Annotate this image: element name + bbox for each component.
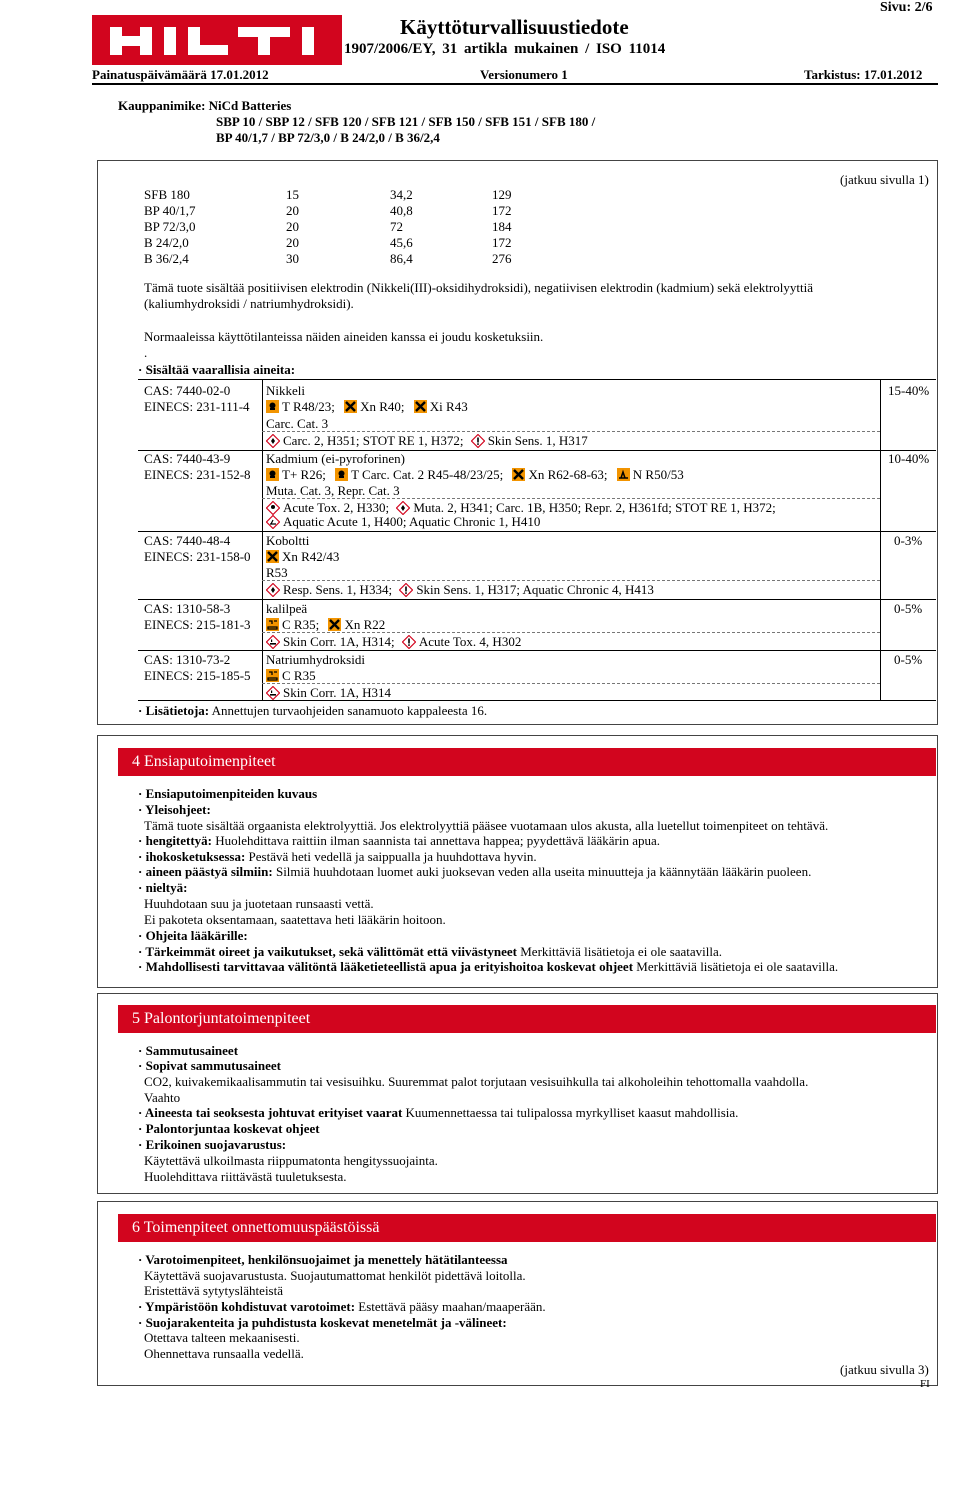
section4-line: · Yleisohjeet: [138, 802, 211, 817]
section5-line: Huolehdittava riittävästä tuuletuksesta. [144, 1169, 347, 1184]
special-hazards-label: · Aineesta tai seoksesta johtuvat erityiset vaarat [138, 1105, 403, 1120]
substance-name: Natriumhydroksidi [266, 652, 365, 667]
section5-line: Käytettävä ulkoilmasta riippumatonta hengityssuojainta. [144, 1153, 438, 1168]
intro-dot: . [144, 345, 148, 360]
einecs-number: EINECS: 215-185-5 [144, 668, 251, 683]
table-cell: 20 [286, 203, 299, 218]
einecs-number: EINECS: 231-111-4 [144, 399, 250, 414]
exclamation-icon [471, 434, 485, 448]
skin-contact-text: Pestävä heti vedellä ja saippualla ja huuhdottava hyvin. [245, 849, 537, 864]
print-date: Painatuspäivämäärä 17.01.2012 [92, 67, 269, 82]
table-cell: 172 [492, 203, 512, 218]
section6-header [118, 1214, 936, 1242]
medical-attention-text: Merkittäviä lisätietoja ei ole saatavilla. [633, 959, 839, 974]
concentration: 0-5% [894, 652, 923, 667]
table-cell: 20 [286, 219, 299, 234]
section6-line: Ohennettava runsaalla vedellä. [144, 1346, 304, 1361]
section4-line: · Ohjeita lääkärille: [138, 928, 248, 943]
table-cell: 20 [286, 235, 299, 250]
section5-line: · Sammutusaineet [138, 1043, 239, 1058]
trade-name-models-2: BP 40/1,7 / BP 72/3,0 / B 24/2,0 / B 36/2,4 [216, 130, 440, 145]
section4-line [138, 959, 838, 975]
env-precautions-text: Estettävä pääsy maahan/maaperään. [355, 1299, 546, 1314]
section6-line: · Varotoimenpiteet, henkilönsuojaimet ja menettely hätätilanteessa [138, 1252, 508, 1267]
h-phrases [266, 685, 391, 701]
table-cell: 129 [492, 187, 512, 202]
h-phrase: Resp. Sens. 1, H334; [283, 582, 393, 597]
document-subtitle: 1907/2006/EY, 31 artikla mukainen / ISO 11014 [344, 41, 666, 57]
einecs-number: EINECS: 231-158-0 [144, 549, 251, 564]
table-cell: 86,4 [390, 251, 413, 266]
table-cell: 184 [492, 219, 512, 234]
dashed-divider [262, 632, 880, 633]
health-hazard-icon [266, 583, 280, 597]
exclamation-icon [399, 583, 413, 597]
r-phrase: T R48/23; [282, 399, 335, 414]
section6-line: · Suojarakenteita ja puhdistusta koskevat menetelmät ja -välineet: [138, 1315, 507, 1330]
table-cell: 15 [286, 187, 299, 202]
r-phrase: R53 [266, 565, 288, 580]
skull-icon [266, 400, 279, 413]
section6-line: Otettava talteen mekaanisesti. [144, 1330, 300, 1345]
dashed-divider [262, 431, 880, 432]
table-cell: 34,2 [390, 187, 413, 202]
additional-info-text: Annettujen turvaohjeiden sanamuoto kappaleesta 16. [209, 703, 488, 718]
section4-line [138, 864, 811, 880]
h-phrase: Carc. 2, H351; STOT RE 1, H372; [283, 433, 464, 448]
cas-number: CAS: 7440-43-9 [144, 451, 231, 466]
cas-number: CAS: 7440-02-0 [144, 383, 231, 398]
table-row-label: B 36/2,4 [144, 251, 189, 266]
section4-line: · Ensiaputoimenpiteiden kuvaus [138, 786, 318, 801]
concentration: 0-5% [894, 601, 923, 616]
section4-line: · nieltyä: [138, 880, 188, 895]
table-rule [880, 379, 881, 700]
hilti-logo-mark [92, 15, 342, 65]
environment-hazard-icon [266, 515, 280, 529]
r-phrases [266, 617, 385, 633]
row-rule [138, 531, 936, 532]
section4-header [118, 748, 936, 776]
table-row-label: BP 72/3,0 [144, 219, 196, 234]
section5-line: · Sopivat sammutusaineet [138, 1058, 282, 1073]
medical-attention-label: · Mahdollisesti tarvittavaa välitöntä lääketieteellistä apua ja erityishoitoa koskevat ohjeet [138, 959, 634, 974]
table-cell: 72 [390, 219, 403, 234]
section4-line [138, 944, 722, 960]
trade-name: Kauppanimike: NiCd Batteries [118, 98, 292, 113]
revision-date: Tarkistus: 17.01.2012 [804, 67, 923, 82]
section4-title: 4 Ensiaputoimenpiteet [132, 753, 276, 770]
skull-icon [266, 468, 279, 481]
eye-contact-text: Silmiä huuhdotaan luomet auki juoksevan veden alla useita minuutteja ja käännytään lääkärin puoleen. [272, 864, 812, 879]
continued-from: (jatkuu sivulla 1) [840, 172, 929, 187]
concentration: 15-40% [888, 383, 930, 398]
irritant-cross-icon [414, 400, 427, 413]
harmful-cross-icon [512, 468, 525, 481]
dashed-divider [262, 683, 880, 684]
cas-number: CAS: 1310-73-2 [144, 652, 231, 667]
r-phrase: T Carc. Cat. 2 R45-48/23/25; [351, 467, 504, 482]
h-phrase: Skin Corr. 1A, H314; [283, 634, 395, 649]
substance-name: Kadmium (ei-pyroforinen) [266, 451, 405, 466]
r-phrases [266, 399, 468, 415]
exclamation-icon [402, 635, 416, 649]
cas-number: CAS: 1310-58-3 [144, 601, 231, 616]
table-row-label: BP 40/1,7 [144, 203, 196, 218]
h-phrases [266, 582, 654, 598]
classification: Muta. Cat. 3, Repr. Cat. 3 [266, 483, 400, 498]
section5-line [138, 1105, 738, 1121]
table-cell: 172 [492, 235, 512, 250]
section6-line [138, 1299, 546, 1315]
table-rule [262, 379, 263, 700]
h-phrase: Skin Sens. 1, H317 [487, 433, 588, 448]
concentration: 10-40% [888, 451, 930, 466]
r-phrase: C R35; [282, 617, 320, 632]
r-phrase: Xn R62-68-63; [528, 467, 608, 482]
header-rule [92, 83, 938, 85]
inhalation-text: Huolehdittava raittiin ilman saannista tai annettava happea; pyydettävä lääkärin apua. [212, 833, 660, 848]
substance-name: Koboltti [266, 533, 310, 548]
dashed-divider [262, 580, 880, 581]
section5-line: · Erikoinen suojavarustus: [138, 1137, 287, 1152]
health-hazard-icon [396, 501, 410, 515]
table-cell: 40,8 [390, 203, 413, 218]
classification: Carc. Cat. 3 [266, 416, 329, 431]
harmful-cross-icon [266, 550, 279, 563]
special-hazards-text: Kuumennettaessa tai tulipalossa myrkylliset kaasut mahdollisia. [402, 1105, 739, 1120]
h-phrases [266, 514, 540, 530]
substance-name: Nikkeli [266, 383, 305, 398]
substance-name: kalilpeä [266, 601, 308, 616]
table-cell: 45,6 [390, 235, 413, 250]
eye-contact-label: · aineen päästyä silmiin: [138, 864, 273, 879]
h-phrases [266, 433, 588, 449]
dashed-divider [262, 498, 880, 499]
health-hazard-icon [266, 434, 280, 448]
skull-crossbones-icon [266, 501, 280, 515]
corrosive-icon [266, 669, 279, 682]
r-phrases [266, 668, 316, 684]
row-rule [138, 450, 936, 451]
section6-title: 6 Toimenpiteet onnettomuuspäästöissä [132, 1219, 380, 1236]
intro-text: Normaaleissa käyttötilanteissa näiden aineiden kanssa ei joudu kosketuksiin. [144, 329, 544, 344]
einecs-number: EINECS: 231-152-8 [144, 467, 251, 482]
r-phrase: T+ R26; [282, 467, 326, 482]
r-phrase: Xn R22 [344, 617, 386, 632]
section5-line: CO2, kuivakemikaalisammutin tai vesisuihku. Suuremmat palot torjutaan vesisuihkulla tai alkoholeihin tehottomalla vaahdolla. [144, 1074, 809, 1089]
r-phrase: C R35 [282, 668, 316, 683]
row-rule [138, 599, 936, 600]
corrosion-icon [266, 635, 280, 649]
page-number: Sivu: 2/6 [880, 0, 933, 15]
r-phrases [266, 467, 684, 483]
intro-text: Tämä tuote sisältää positiivisen elektrodin (Nikkeli(III)-oksidihydroksidi), negatiivisen elektrodin (kadmium) sekä elektrolyyttiä [144, 280, 813, 295]
additional-info [138, 703, 487, 719]
section4-line [138, 849, 537, 865]
symptoms-label: · Tärkeimmät oireet ja vaikutukset, sekä välittömät että viivästyneet [138, 944, 517, 959]
einecs-number: EINECS: 215-181-3 [144, 617, 251, 632]
harmful-cross-icon [328, 618, 341, 631]
section4-line: Ei pakoteta oksentamaan, saatettava heti lääkärin hoitoon. [144, 912, 446, 927]
table-cell: 30 [286, 251, 299, 266]
section5-title: 5 Palontorjuntatoimenpiteet [132, 1010, 311, 1027]
harmful-cross-icon [344, 400, 357, 413]
h-phrase: Muta. 2, H341; Carc. 1B, H350; Repr. 2, H361fd; STOT RE 1, H372; [413, 500, 776, 515]
language-code: FI [920, 1378, 930, 1390]
table-rule [138, 700, 936, 701]
intro-text: (kaliumhydroksidi / natriumhydroksidi). [144, 296, 354, 311]
env-precautions-label: · Ympäristöön kohdistuvat varotoimet: [138, 1299, 356, 1314]
corrosion-icon [266, 686, 280, 700]
concentration: 0-3% [894, 533, 923, 548]
section5-line: Vaahto [144, 1090, 181, 1105]
section4-line: Tämä tuote sisältää orgaanista elektrolyyttiä. Jos elektrolyyttiä pääsee vuotamaan ulos akusta, alla luetellut toimenpiteet on tehtävä. [144, 818, 829, 833]
table-row-label: SFB 180 [144, 187, 190, 202]
table-cell: 276 [492, 251, 512, 266]
section4-line: Huuhdotaan suu ja juotetaan runsaasti vettä. [144, 896, 374, 911]
section4-line [138, 833, 660, 849]
h-phrase: Aquatic Acute 1, H400; Aquatic Chronic 1, H410 [283, 514, 541, 529]
hilti-logo [92, 15, 342, 65]
h-phrases [266, 634, 521, 650]
cas-number: CAS: 7440-48-4 [144, 533, 231, 548]
hazardous-heading: · Sisältää vaarallisia aineita: [138, 362, 296, 377]
row-rule [138, 650, 936, 651]
h-phrase: Skin Corr. 1A, H314 [283, 685, 391, 700]
table-row-label: B 24/2,0 [144, 235, 189, 250]
version-number: Versionumero 1 [480, 67, 568, 82]
r-phrase: Xn R42/43 [282, 549, 340, 564]
r-phrase: Xn R40; [360, 399, 405, 414]
inhalation-label: · hengitettyä: [138, 833, 213, 848]
h-phrase: Acute Tox. 2, H330; [283, 500, 390, 515]
symptoms-text: Merkittäviä lisätietoja ei ole saatavilla. [517, 944, 723, 959]
continued-to: (jatkuu sivulla 3) [840, 1362, 929, 1377]
additional-info-label: · Lisätietoja: [138, 703, 210, 718]
environment-icon [617, 468, 630, 481]
r-phrases [266, 549, 339, 565]
skull-icon [335, 468, 348, 481]
h-phrase: Acute Tox. 4, H302 [418, 634, 522, 649]
table-rule [138, 379, 936, 380]
trade-name-models-1: SBP 10 / SBP 12 / SFB 120 / SFB 121 / SFB 150 / SFB 151 / SFB 180 / [216, 114, 596, 129]
section5-line: · Palontorjuntaa koskevat ohjeet [138, 1121, 320, 1136]
skin-contact-label: · ihokosketuksessa: [138, 849, 246, 864]
r-phrase: N R50/53 [632, 467, 684, 482]
section6-line: Eristettävä sytytyslähteistä [144, 1283, 283, 1298]
h-phrase: Skin Sens. 1, H317; Aquatic Chronic 4, H413 [416, 582, 654, 597]
r-phrase: Xi R43 [429, 399, 468, 414]
corrosive-icon [266, 618, 279, 631]
section6-line: Käytettävä suojavarustusta. Suojautumattomat henkilöt pidettävä loitolla. [144, 1268, 526, 1283]
document-title: Käyttöturvallisuustiedote [400, 15, 629, 39]
section5-header [118, 1005, 936, 1033]
